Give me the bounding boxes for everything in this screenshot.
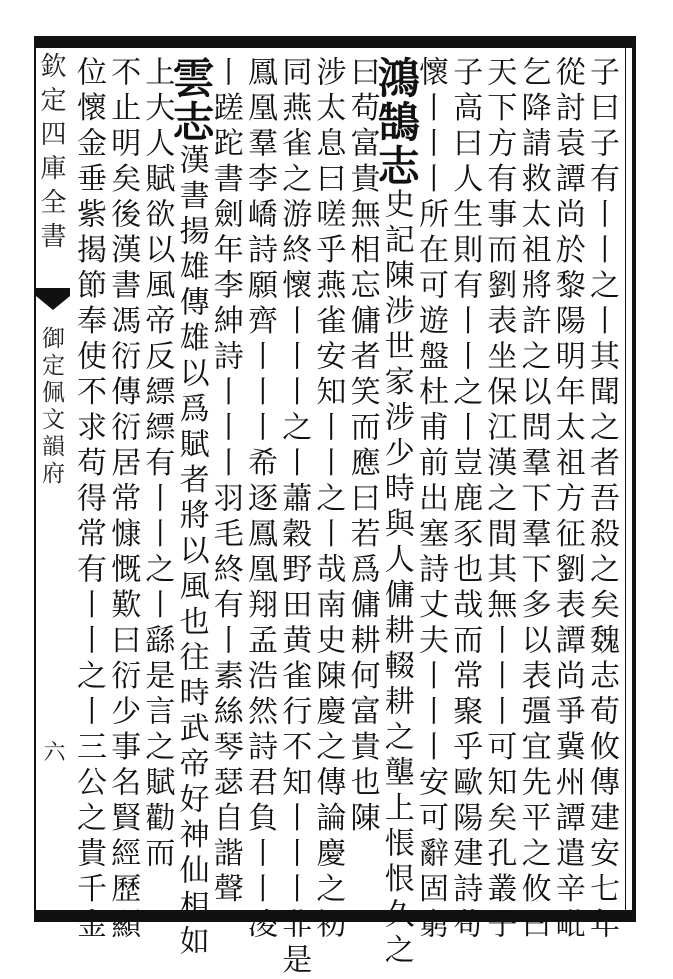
- text-column: [241, 56, 277, 944]
- column-text: 位懷金垂紫揭節奉使不求苟得常有丨丨之丨三公之貴千金: [70, 56, 106, 944]
- text-column: [447, 56, 483, 944]
- top-border: [34, 36, 632, 48]
- entry-heading: 鴻鵠志: [371, 56, 421, 188]
- page-number: 六: [40, 740, 65, 762]
- column-text: 子曰子有丨丨之丨其聞之者吾殺之矣魏志荀攸傳建安七年: [583, 56, 619, 944]
- column-text: 懷丨丨丨所在可遊盤杜甫前出塞詩丈夫丨丨丨安可辭固窮: [412, 56, 448, 944]
- book-name: 御定佩文韻府: [38, 326, 64, 488]
- text-column: [371, 56, 421, 969]
- column-text: 從討袁譚尚於黎陽明年太祖方征劉表譚尚爭冀州譚遣辛毗: [549, 56, 585, 944]
- text-column: [481, 56, 517, 944]
- entry-heading: 雲志: [166, 56, 216, 144]
- column-text: 曰苟富貴無相忘傭者笑而應曰若爲傭耕何富貴也陳: [344, 56, 380, 837]
- text-column: [70, 56, 106, 944]
- column-text: 涉太息曰嗟乎燕雀安知丨丨之丨哉南史陳慶之傳論慶之初: [310, 56, 346, 944]
- column-text: 漢書揚雄傳雄以爲賦者將以風也往時武帝好神仙相如: [173, 144, 209, 961]
- column-text: 不止明矣後漢書馮衍傳衍居常慷慨歎曰衍少事名賢經歷顯: [105, 56, 141, 944]
- column-text: 乞降請救太祖將許之以問羣下羣下多以表彊宜先平之攸曰: [515, 56, 551, 944]
- text-column: [139, 56, 173, 904]
- column-text: 同燕雀之游終懷丨丨丨之丨蕭穀野田黄雀行不知丨丨丨非是: [276, 56, 312, 979]
- text-column: [276, 56, 312, 979]
- column-text: 丨蹉跎書劍年李紳詩丨丨丨羽毛終有丨素絲琴瑟自諧聲: [207, 56, 243, 908]
- text-column: [344, 56, 378, 904]
- margin-title: 欽定四庫全書: [36, 52, 66, 256]
- column-text: 鳳凰羣李嶠詩願齊丨丨丨希逐鳳凰翔孟浩然詩君負丨丨凌: [241, 56, 277, 944]
- right-inner-border: [625, 48, 626, 910]
- text-column: [105, 56, 141, 944]
- text-column: [549, 56, 585, 944]
- right-border: [632, 36, 636, 922]
- column-text: 天下方有事而劉表坐保江漢之間其無丨丨丨可知矣孔叢子: [481, 56, 517, 944]
- text-column: [515, 56, 551, 944]
- text-column: [310, 56, 346, 944]
- fishtail-ornament: [36, 288, 70, 312]
- column-text: 上大人賦欲以風帝反縹縹有丨丨之丨繇是言之賦勸而: [139, 56, 175, 873]
- text-column: [207, 56, 243, 908]
- text-column: [583, 56, 619, 944]
- column-text: 子高曰人生則有丨丨之丨豈鹿豕也哉而常聚乎歐陽建詩苟: [447, 56, 483, 944]
- column-text: 史記陳涉世家涉少時與人傭耕輟耕之壟上悵恨久之: [378, 188, 414, 969]
- text-column: [166, 56, 216, 961]
